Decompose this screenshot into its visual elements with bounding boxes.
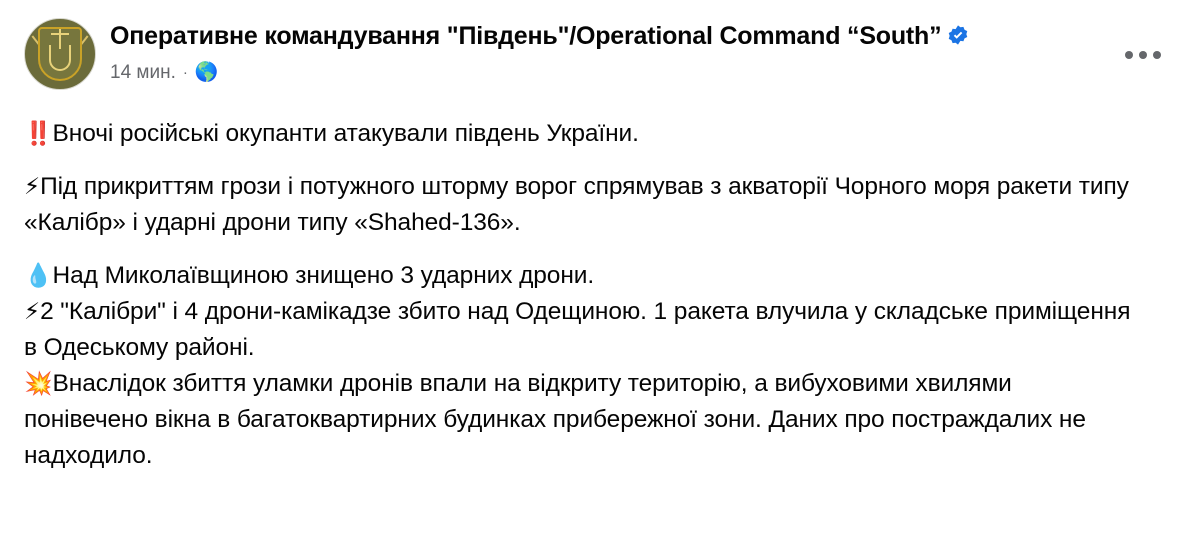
ellipsis-dot-icon	[1125, 51, 1133, 59]
collision-emoji: 💥	[24, 371, 53, 397]
ellipsis-dot-icon	[1153, 51, 1161, 59]
high-voltage-emoji: ⚡	[24, 299, 41, 325]
header-text	[110, 18, 1166, 84]
post-paragraph-text: Під прикриттям грози і потужного шторму ворог спрямував з акваторії Чорного моря ракети типу «Калібр» і ударні дрони типу «Shahed-136».	[24, 173, 1129, 236]
post-meta	[110, 62, 1166, 84]
post-paragraph	[24, 294, 1134, 366]
post-paragraph	[24, 366, 1134, 474]
page-name[interactable]	[110, 20, 1040, 53]
avatar[interactable]	[24, 18, 96, 90]
post-paragraph-text: Вночі російські окупанти атакували південь України.	[52, 120, 639, 147]
post-paragraph-text: 2 "Калібри" і 4 дрони-камікадзе збито над Одещиною. 1 ракета влучила у складське приміщення в Одеському районі.	[24, 298, 1131, 361]
post-header	[24, 18, 1166, 90]
page-name-text: Оперативне командування "Південь"/Operational Command “South”	[110, 22, 942, 50]
more-options-button[interactable]	[1120, 40, 1166, 70]
ellipsis-dot-icon	[1139, 51, 1147, 59]
post-paragraph	[24, 169, 1134, 241]
post-paragraph-text: Внаслідок збиття уламки дронів впали на відкриту територію, а вибуховими хвилями понівечено вікна в багатоквартирних будинках прибережної зони. Даних про постраждалих не надходило.	[24, 370, 1086, 469]
post-paragraph-text: Над Миколаївщиною знищено 3 ударних дрони.	[52, 262, 595, 289]
post-paragraph	[24, 258, 1134, 294]
verified-badge-icon	[947, 24, 969, 46]
post-body	[24, 116, 1166, 474]
globe-icon[interactable]: 🌎	[194, 62, 219, 83]
post-timestamp[interactable]: 14 мин.	[110, 61, 176, 83]
anchor-icon	[49, 45, 71, 71]
meta-separator: ·	[182, 64, 188, 81]
high-voltage-emoji: ⚡	[24, 174, 41, 200]
post-paragraph	[24, 116, 1134, 152]
double-exclamation-emoji: ‼️	[24, 121, 53, 147]
droplet-emoji: 💧	[24, 263, 53, 289]
